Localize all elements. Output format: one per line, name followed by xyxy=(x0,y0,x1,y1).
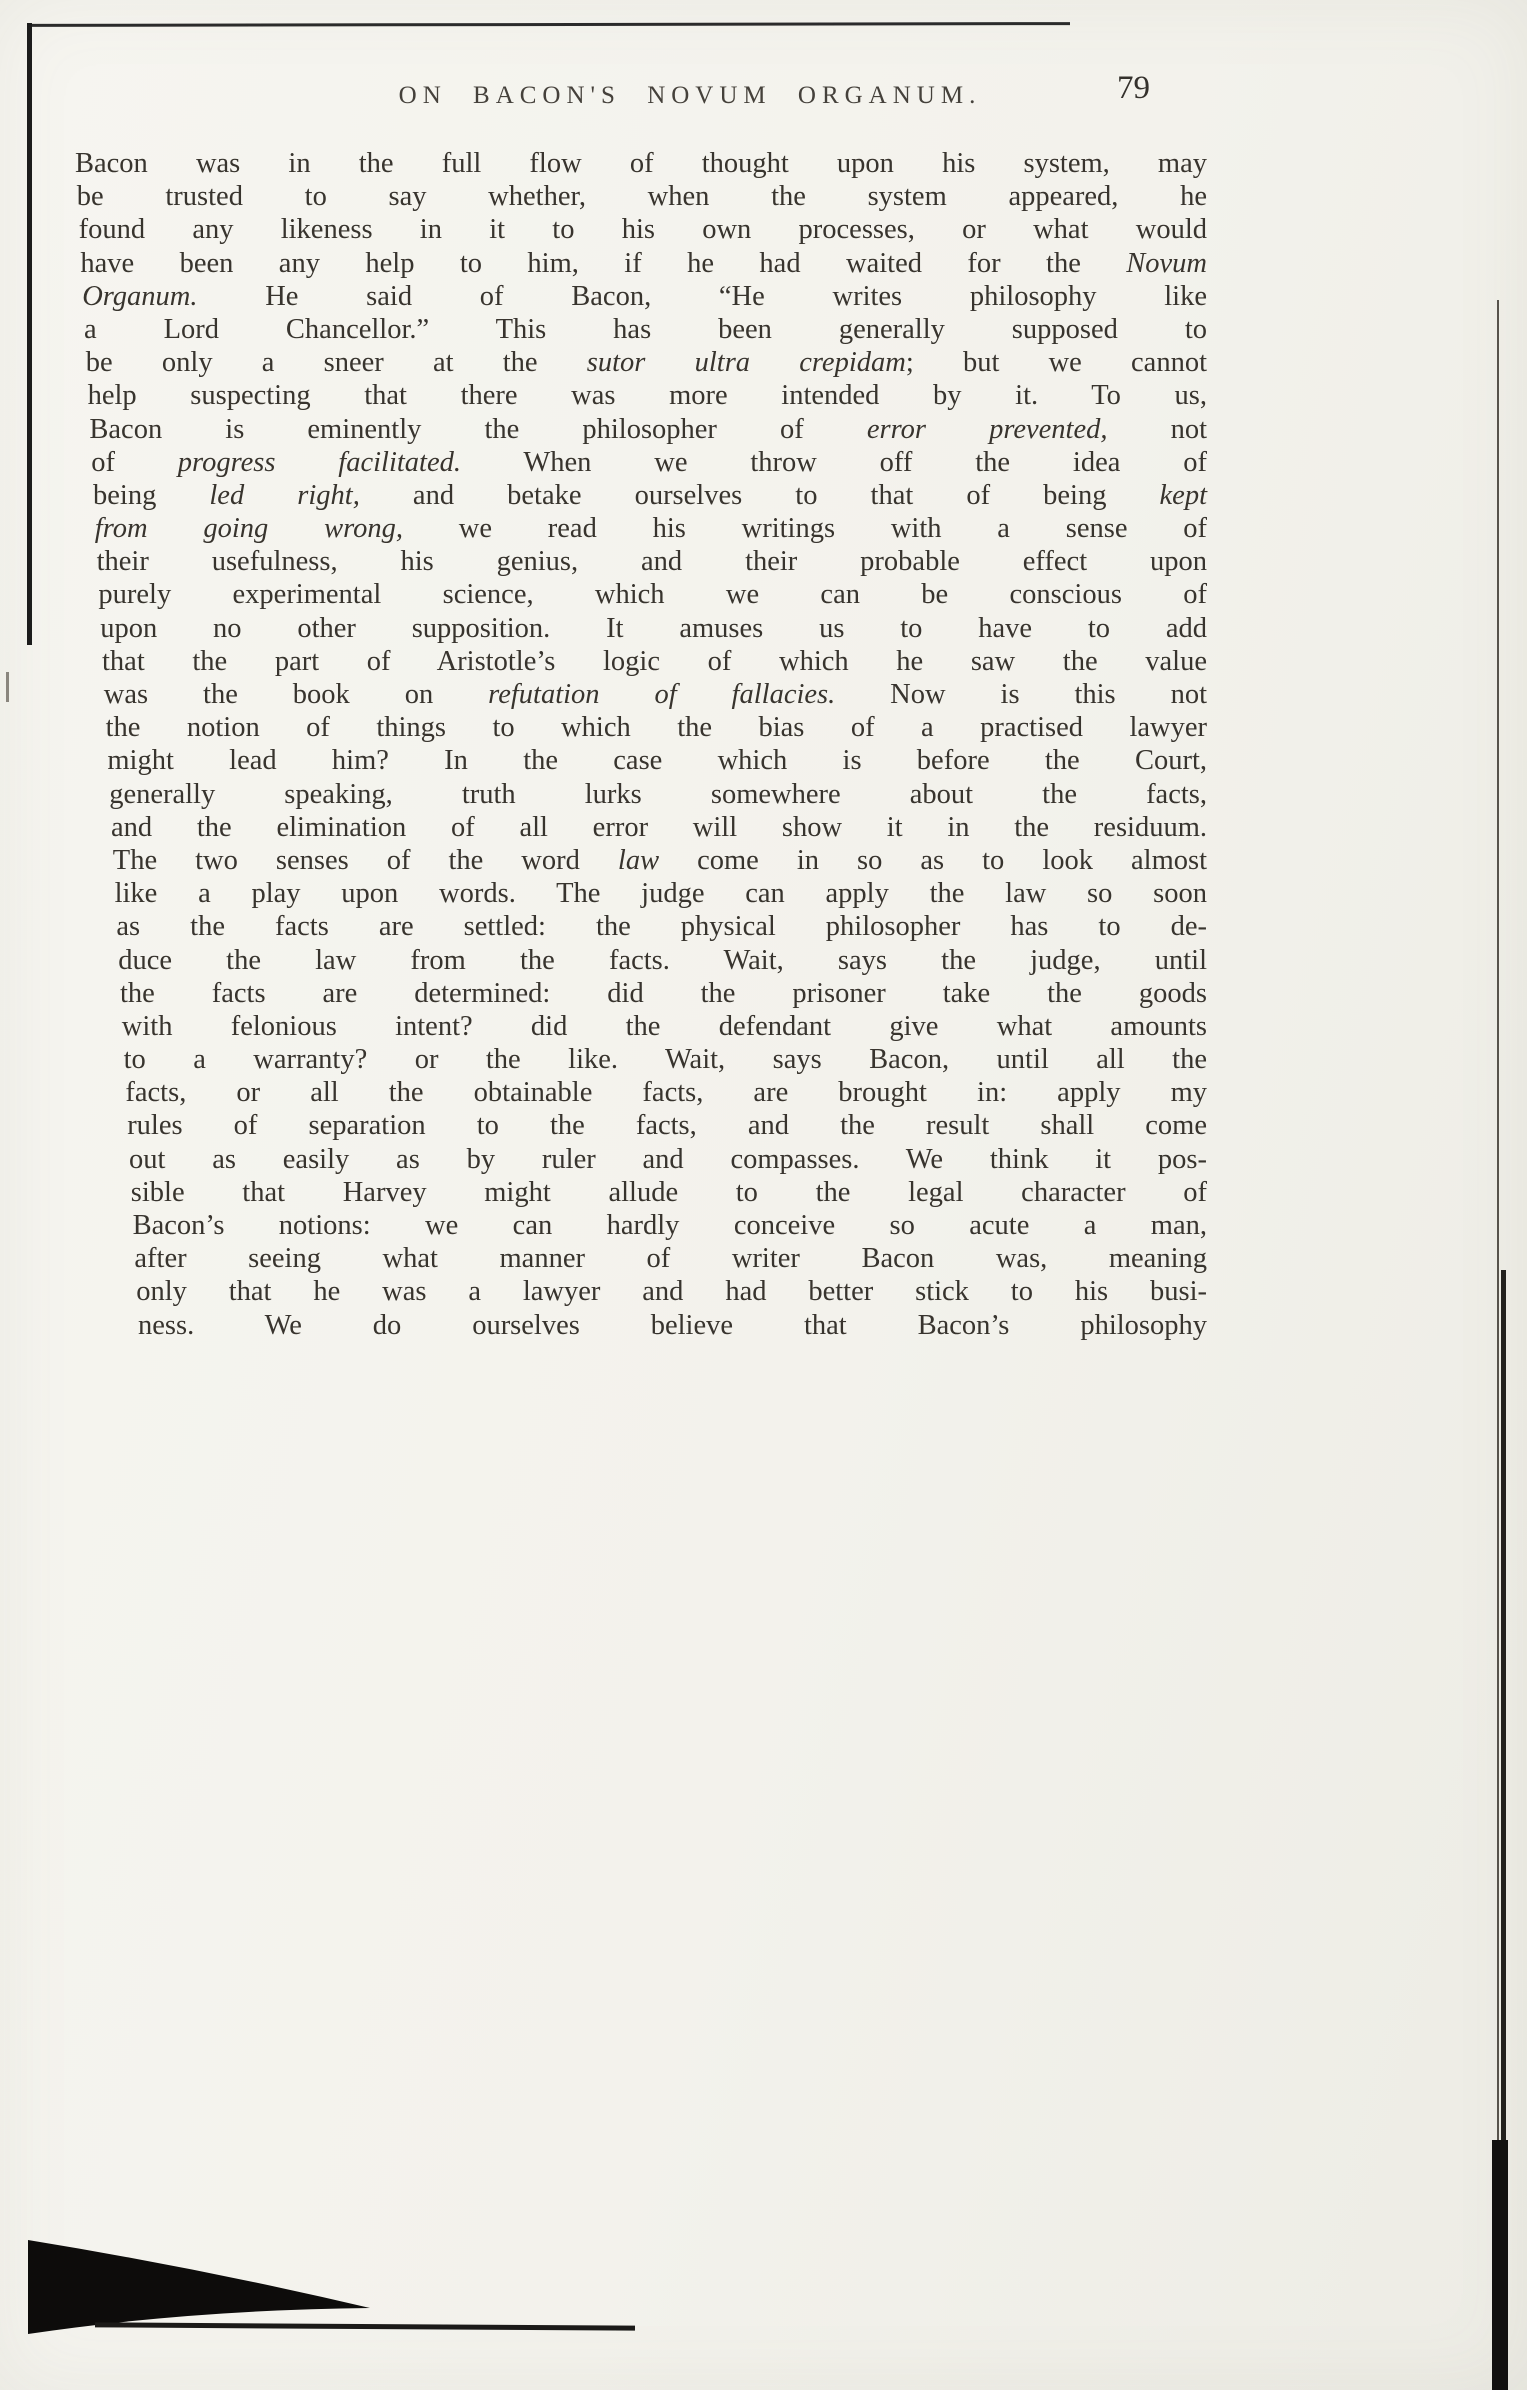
italic-text-segment: Novum xyxy=(1126,247,1207,279)
text-segment: that the part of Aristotle’s logic of which he saw the value xyxy=(102,645,1207,677)
text-line xyxy=(75,247,1207,280)
italic-text-segment: sutor ultra crepidam xyxy=(586,347,906,379)
text-segment: and the elimination of all error will show it in the residuum. xyxy=(111,811,1207,843)
text-line xyxy=(75,545,1207,578)
text-line xyxy=(75,180,1207,213)
text-line xyxy=(75,413,1207,446)
text-segment: Bacon is eminently the philosopher of xyxy=(89,413,867,445)
text-line xyxy=(75,147,1207,180)
scan-mark-left-tick xyxy=(6,672,9,702)
scan-mark-corner-wedge xyxy=(20,2230,380,2350)
text-line xyxy=(75,645,1207,678)
text-segment: might lead him? In the case which is before the Court, xyxy=(107,745,1207,777)
italic-text-segment: led right, xyxy=(209,479,360,511)
text-segment: help suspecting that there was more intended by it. To us, xyxy=(87,380,1207,412)
text-segment: Now is this not xyxy=(835,679,1207,710)
text-segment: The two senses of the word xyxy=(112,844,618,876)
text-segment: we read his writings with a sense of xyxy=(402,513,1207,545)
text-segment: after seeing what manner of writer Bacon was, meaning xyxy=(134,1243,1207,1275)
text-segment: like a play upon words. The judge can apply the law so soon xyxy=(114,878,1207,910)
text-segment: ness. We do ourselves believe that Bacon’s philosophy xyxy=(138,1309,1207,1341)
scan-mark-left-rule xyxy=(27,23,32,645)
text-line xyxy=(75,479,1207,512)
text-line xyxy=(75,1010,1207,1043)
text-line xyxy=(75,944,1207,977)
text-line xyxy=(75,910,1207,943)
text-segment: to a warranty? or the like. Wait, says Bacon, until all the xyxy=(123,1044,1207,1076)
text-line xyxy=(75,512,1207,545)
text-segment: rules of separation to the facts, and the result shall come xyxy=(127,1110,1207,1142)
text-segment: was the book on xyxy=(103,679,489,710)
text-line xyxy=(75,578,1207,611)
text-line xyxy=(75,1209,1207,1242)
text-line xyxy=(75,379,1207,412)
scan-mark-right-thin-line xyxy=(1497,300,1499,2390)
text-line xyxy=(75,711,1207,744)
text-segment: as the facts are settled: the physical philosopher has to de- xyxy=(116,911,1207,943)
text-segment: sible that Harvey might allude to the legal character of xyxy=(130,1176,1207,1208)
text-line xyxy=(75,313,1207,346)
text-line xyxy=(75,844,1207,877)
text-line xyxy=(75,678,1207,711)
text-line xyxy=(75,1043,1207,1076)
text-segment: have been any help to him, if he had waited for the xyxy=(80,247,1127,279)
text-segment: He said of Bacon, “He writes philosophy like xyxy=(197,280,1207,312)
text-line xyxy=(75,1242,1207,1275)
text-line xyxy=(75,877,1207,910)
text-segment: of xyxy=(91,446,178,478)
text-line xyxy=(75,213,1207,246)
text-segment: ; but we cannot xyxy=(905,347,1207,379)
text-segment: the notion of things to which the bias of a practised lawyer xyxy=(105,712,1207,744)
text-segment: not xyxy=(1107,413,1208,445)
text-segment: When we throw off the idea of xyxy=(461,446,1208,478)
text-segment: their usefulness, his genius, and their probable effect upon xyxy=(96,546,1207,578)
text-segment: with felonious intent? did the defendant give what amounts xyxy=(121,1010,1207,1042)
text-segment: generally speaking, truth lurks somewhere about the facts, xyxy=(109,778,1207,810)
text-line xyxy=(75,280,1207,313)
text-segment: and betake ourselves to that of being xyxy=(359,479,1160,511)
text-line xyxy=(75,744,1207,777)
italic-text-segment: kept xyxy=(1159,479,1207,511)
text-segment: a Lord Chancellor.” This has been generally supposed to xyxy=(84,313,1207,345)
italic-text-segment: Organum. xyxy=(82,280,198,312)
text-line xyxy=(75,612,1207,645)
italic-text-segment: progress facilitated. xyxy=(177,446,461,478)
text-segment: purely experimental science, which we can be conscious of xyxy=(98,579,1207,611)
scan-mark-top-rule xyxy=(27,22,1070,27)
text-line xyxy=(75,977,1207,1010)
text-segment: found any likeness in it to his own processes, or what would xyxy=(78,214,1207,246)
running-head-title: ON BACON'S NOVUM ORGANUM. xyxy=(398,82,982,109)
text-segment: Bacon was in the full flow of thought upon his system, may xyxy=(75,148,1207,179)
text-line xyxy=(75,1143,1207,1176)
text-segment: the facts are determined: did the prisoner take the goods xyxy=(120,977,1207,1009)
text-line xyxy=(75,811,1207,844)
text-line xyxy=(75,778,1207,811)
text-line xyxy=(75,1109,1207,1142)
text-segment: only that he was a lawyer and had better stick to his busi- xyxy=(136,1276,1207,1308)
body-text xyxy=(75,147,1207,1342)
text-segment: out as easily as by ruler and compasses. We think it pos- xyxy=(129,1143,1207,1175)
text-segment: duce the law from the facts. Wait, says the judge, until xyxy=(118,944,1207,976)
italic-text-segment: refutation of fallacies. xyxy=(488,679,836,710)
text-segment: be trusted to say whether, when the system appeared, he xyxy=(76,181,1207,213)
text-line xyxy=(75,1176,1207,1209)
text-line xyxy=(75,446,1207,479)
text-segment: being xyxy=(93,479,210,511)
text-segment: Bacon’s notions: we can hardly conceive so acute a man, xyxy=(132,1210,1207,1241)
text-segment: come in so as to look almost xyxy=(659,844,1207,876)
text-line xyxy=(75,346,1207,379)
scan-mark-right-heavy-bar xyxy=(1492,2140,1508,2390)
text-line xyxy=(75,1275,1207,1308)
italic-text-segment: law xyxy=(617,844,660,876)
page-number: 79 xyxy=(1117,70,1150,106)
text-segment: facts, or all the obtainable facts, are brought in: apply my xyxy=(125,1077,1207,1109)
italic-text-segment: error prevented, xyxy=(866,413,1108,445)
text-segment: be only a sneer at the xyxy=(85,347,587,379)
text-line xyxy=(75,1076,1207,1109)
text-line xyxy=(75,1309,1207,1342)
text-segment: upon no other supposition. It amuses us to have to add xyxy=(100,612,1207,644)
corner-wedge-shape xyxy=(20,2230,380,2350)
italic-text-segment: from going wrong, xyxy=(94,513,403,545)
